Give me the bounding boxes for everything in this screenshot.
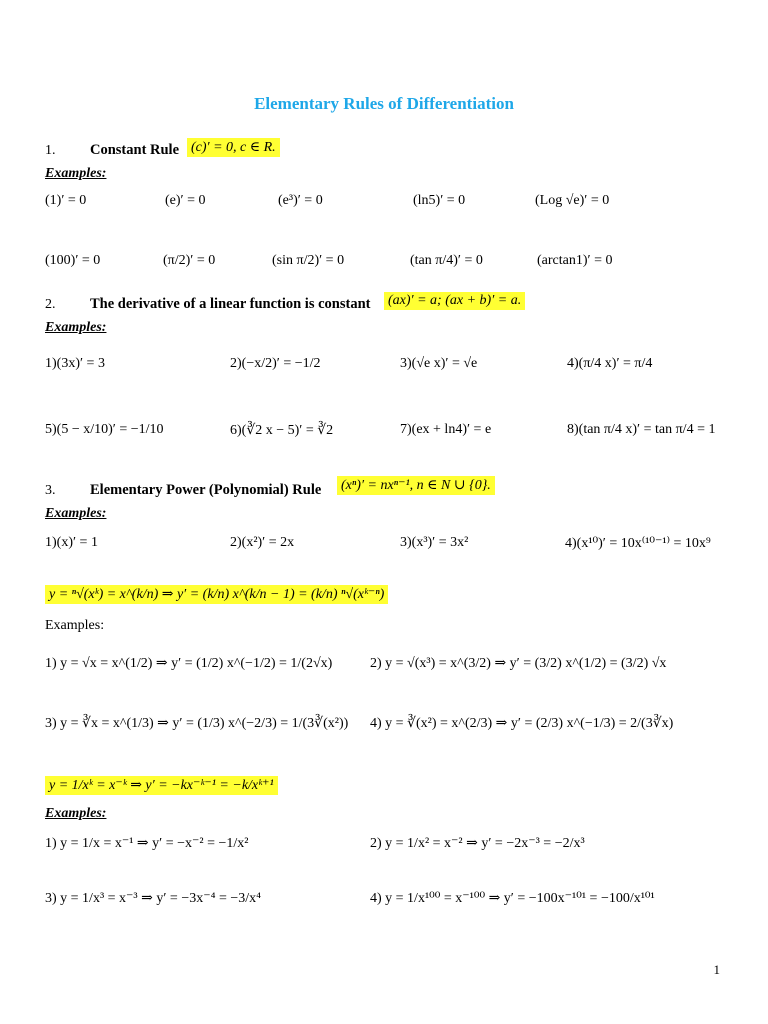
s2-example-2: 2)(−x/2)′ = −1/2 bbox=[230, 356, 321, 371]
section-3-number: 3. bbox=[45, 483, 56, 498]
root-rule-formula: y = ⁿ√(xᵏ) = x^(k/n) ⇒ y′ = (k/n) x^(k/n − 1) = (k/n) ⁿ√(xᵏ⁻ⁿ) bbox=[45, 585, 388, 604]
root-example-3: 3) y = ∛x = x^(1/3) ⇒ y′ = (1/3) x^(−2/3) = 1/(3∛(x²)) bbox=[45, 716, 349, 731]
section-2-heading: The derivative of a linear function is constant bbox=[90, 296, 371, 312]
root-example-2: 2) y = √(x³) = x^(3/2) ⇒ y′ = (3/2) x^(1/2) = (3/2) √x bbox=[370, 656, 667, 671]
section-3-examples-label: Examples: bbox=[45, 506, 107, 521]
section-2-examples-label: Examples: bbox=[45, 320, 107, 335]
s1-example-3: (e³)′ = 0 bbox=[278, 193, 323, 208]
s2-example-4: 4)(π/4 x)′ = π/4 bbox=[567, 356, 653, 371]
reciprocal-example-4: 4) y = 1/x¹⁰⁰ = x⁻¹⁰⁰ ⇒ y′ = −100x⁻¹⁰¹ = −100/x¹⁰¹ bbox=[370, 891, 655, 906]
s3-example-1: 1)(x)′ = 1 bbox=[45, 535, 98, 550]
s2-example-8: 8)(tan π/4 x)′ = tan π/4 = 1 bbox=[567, 422, 716, 437]
root-example-4: 4) y = ∛(x²) = x^(2/3) ⇒ y′ = (2/3) x^(−1/3) = 2/(3∛x) bbox=[370, 716, 674, 731]
s1-example-2: (e)′ = 0 bbox=[165, 193, 206, 208]
reciprocal-example-3: 3) y = 1/x³ = x⁻³ ⇒ y′ = −3x⁻⁴ = −3/x⁴ bbox=[45, 891, 262, 906]
root-examples-label: Examples: bbox=[45, 618, 105, 633]
section-2-number: 2. bbox=[45, 297, 56, 312]
s3-example-4: 4)(x¹⁰)′ = 10x⁽¹⁰⁻¹⁾ = 10x⁹ bbox=[565, 536, 711, 551]
section-1-formula: (c)′ = 0, c ∈ R. bbox=[187, 138, 280, 157]
page-number: 1 bbox=[713, 962, 720, 977]
s1-example-7: (π/2)′ = 0 bbox=[163, 253, 216, 268]
s1-example-5: (Log √e)′ = 0 bbox=[535, 193, 610, 208]
s2-example-5: 5)(5 − x/10)′ = −1/10 bbox=[45, 422, 164, 437]
section-1-heading: Constant Rule bbox=[90, 142, 180, 158]
s1-example-6: (100)′ = 0 bbox=[45, 253, 101, 268]
s1-example-8: (sin π/2)′ = 0 bbox=[272, 253, 345, 268]
reciprocal-examples-label: Examples: bbox=[45, 806, 107, 821]
s2-example-7: 7)(ex + ln4)′ = e bbox=[400, 422, 492, 437]
section-1-examples-label: Examples: bbox=[45, 166, 107, 181]
section-3-heading: Elementary Power (Polynomial) Rule bbox=[90, 482, 322, 498]
section-3-formula: (xⁿ)′ = nxⁿ⁻¹, n ∈ N ∪ {0}. bbox=[337, 476, 495, 495]
s1-example-4: (ln5)′ = 0 bbox=[413, 193, 466, 208]
reciprocal-example-1: 1) y = 1/x = x⁻¹ ⇒ y′ = −x⁻² = −1/x² bbox=[45, 836, 249, 851]
section-1-number: 1. bbox=[45, 143, 56, 158]
s2-example-6: 6)(∛2 x − 5)′ = ∛2 bbox=[230, 423, 334, 438]
s3-example-3: 3)(x³)′ = 3x² bbox=[400, 535, 469, 550]
s1-example-9: (tan π/4)′ = 0 bbox=[410, 253, 483, 268]
reciprocal-example-2: 2) y = 1/x² = x⁻² ⇒ y′ = −2x⁻³ = −2/x³ bbox=[370, 836, 585, 851]
s2-example-3: 3)(√e x)′ = √e bbox=[400, 356, 478, 371]
section-2-formula: (ax)′ = a; (ax + b)′ = a. bbox=[384, 292, 525, 310]
s1-example-10: (arctan1)′ = 0 bbox=[537, 253, 613, 268]
page-title: Elementary Rules of Differentiation bbox=[254, 94, 514, 113]
s1-example-1: (1)′ = 0 bbox=[45, 193, 87, 208]
s2-example-1: 1)(3x)′ = 3 bbox=[45, 356, 105, 371]
reciprocal-rule-formula: y = 1/xᵏ = x⁻ᵏ ⇒ y′ = −kx⁻ᵏ⁻¹ = −k/xᵏ⁺¹ bbox=[45, 776, 278, 795]
s3-example-2: 2)(x²)′ = 2x bbox=[230, 535, 295, 550]
root-example-1: 1) y = √x = x^(1/2) ⇒ y′ = (1/2) x^(−1/2) = 1/(2√x) bbox=[45, 656, 333, 671]
